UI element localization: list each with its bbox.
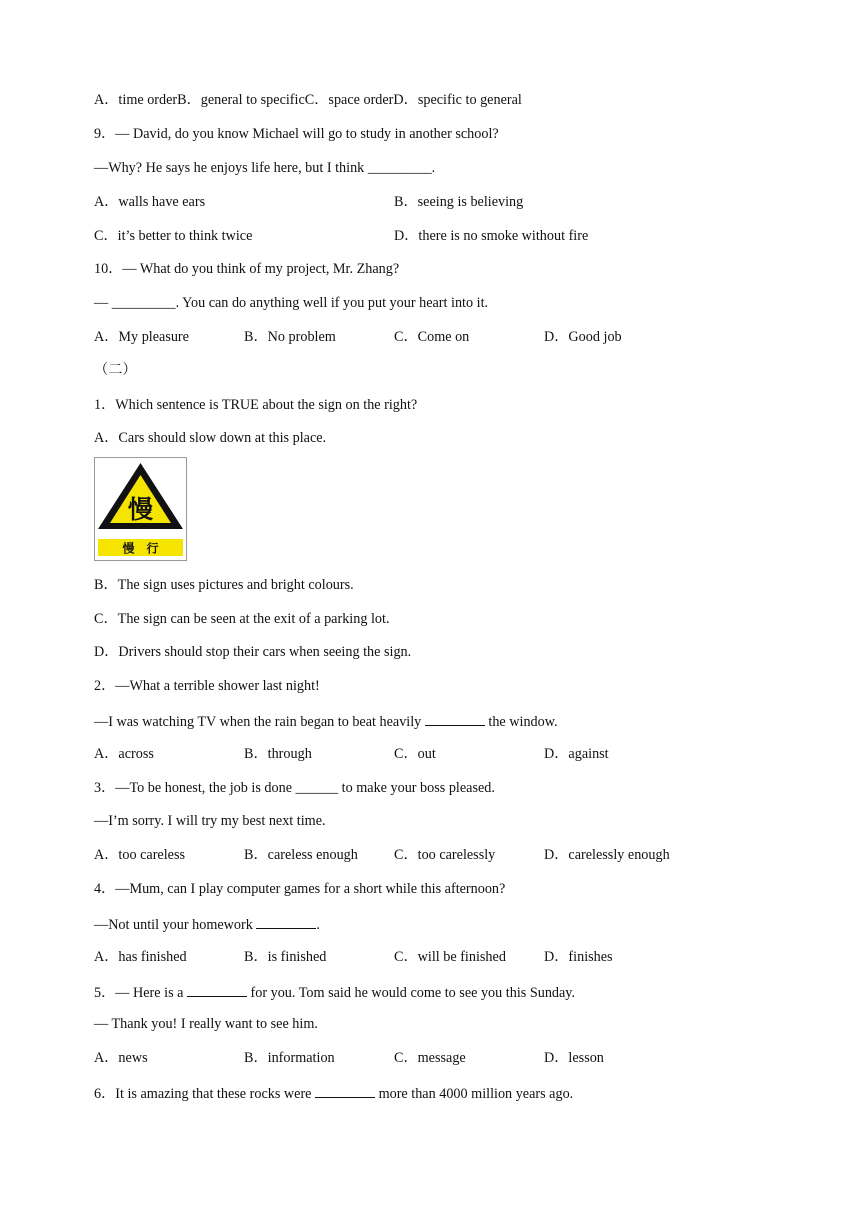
- q9-stem: 9．— David, do you know Michael will go to study in another school?: [94, 126, 499, 142]
- q10-option-a: A．My pleasure: [94, 329, 189, 345]
- s5-option-d: D．lesson: [544, 1050, 604, 1066]
- s3-option-c: C．too carelessly: [394, 847, 496, 863]
- s3-reply: —I’m sorry. I will try my best next time.: [94, 813, 326, 829]
- q9-option-a: A．walls have ears: [94, 194, 206, 210]
- s1-option-c: C．The sign can be seen at the exit of a parking lot.: [94, 611, 390, 627]
- sign-character: 慢: [127, 495, 154, 524]
- q9-option-c: C．it’s better to think twice: [94, 228, 253, 244]
- answer-blank: [425, 711, 485, 726]
- s2-reply-start: —I was watching TV when the rain began to beat heavily: [94, 714, 425, 730]
- s2-reply-end: the window.: [484, 714, 558, 730]
- s1-option-d: D．Drivers should stop their cars when seeing the sign.: [94, 644, 412, 660]
- answer-blank: [256, 914, 316, 929]
- s5-option-c: C．message: [394, 1050, 466, 1066]
- q8-options: A．time orderB．general to specificC．space orderD．specific to general: [94, 92, 522, 108]
- answer-blank: [315, 1083, 375, 1098]
- q9-reply: —Why? He says he enjoys life here, but I think _________.: [94, 160, 436, 176]
- s6-stem-end: more than 4000 million years ago.: [375, 1086, 574, 1102]
- s2-option-a: A．across: [94, 746, 154, 762]
- s1-option-b: B．The sign uses pictures and bright colours.: [94, 577, 354, 593]
- s3-stem: 3．—To be honest, the job is done ______ to make your boss pleased.: [94, 780, 495, 796]
- s5-option-a: A．news: [94, 1050, 148, 1066]
- s5-reply: — Thank you! I really want to see him.: [94, 1016, 318, 1032]
- slow-down-sign-icon: [94, 457, 187, 561]
- q10-reply: — _________. You can do anything well if you put your heart into it.: [94, 295, 489, 311]
- s4-option-d: D．finishes: [544, 949, 613, 965]
- s1-option-a: A．Cars should slow down at this place.: [94, 430, 327, 446]
- q10-option-d: D．Good job: [544, 329, 622, 345]
- s4-option-a: A．has finished: [94, 949, 187, 965]
- s3-option-a: A．too careless: [94, 847, 186, 863]
- s4-reply-start: —Not until your homework: [94, 917, 257, 933]
- s2-reply: [94, 711, 558, 731]
- s5-stem-start: 5．— Here is a: [94, 985, 187, 1001]
- q9-option-d: D．there is no smoke without fire: [394, 228, 589, 244]
- s3-option-d: D．carelessly enough: [544, 847, 670, 863]
- s6-stem-start: 6．It is amazing that these rocks were: [94, 1086, 316, 1102]
- s4-option-c: C．will be finished: [394, 949, 506, 965]
- s4-stem: 4．—Mum, can I play computer games for a short while this afternoon?: [94, 881, 506, 897]
- q10-option-b: B．No problem: [244, 329, 336, 345]
- s4-reply: [94, 914, 320, 934]
- answer-blank: [187, 982, 247, 997]
- s2-option-c: C．out: [394, 746, 436, 762]
- s4-option-b: B．is finished: [244, 949, 327, 965]
- s5-stem-end: for you. Tom said he would come to see you this Sunday.: [246, 985, 576, 1001]
- s3-option-b: B．careless enough: [244, 847, 358, 863]
- s5-stem: [94, 982, 575, 1002]
- q10-option-c: C．Come on: [394, 329, 470, 345]
- s4-reply-end: .: [316, 917, 320, 933]
- s1-stem: 1．Which sentence is TRUE about the sign on the right?: [94, 397, 418, 413]
- s2-stem: 2．—What a terrible shower last night!: [94, 678, 320, 694]
- sign-label: 慢 行: [122, 541, 159, 556]
- q9-option-b: B．seeing is believing: [394, 194, 524, 210]
- s2-option-b: B．through: [244, 746, 312, 762]
- q10-stem: 10．— What do you think of my project, Mr. Zhang?: [94, 261, 400, 277]
- s5-option-b: B．information: [244, 1050, 335, 1066]
- s6-stem: [94, 1083, 573, 1103]
- s2-option-d: D．against: [544, 746, 609, 762]
- section-heading: （二）: [94, 362, 137, 378]
